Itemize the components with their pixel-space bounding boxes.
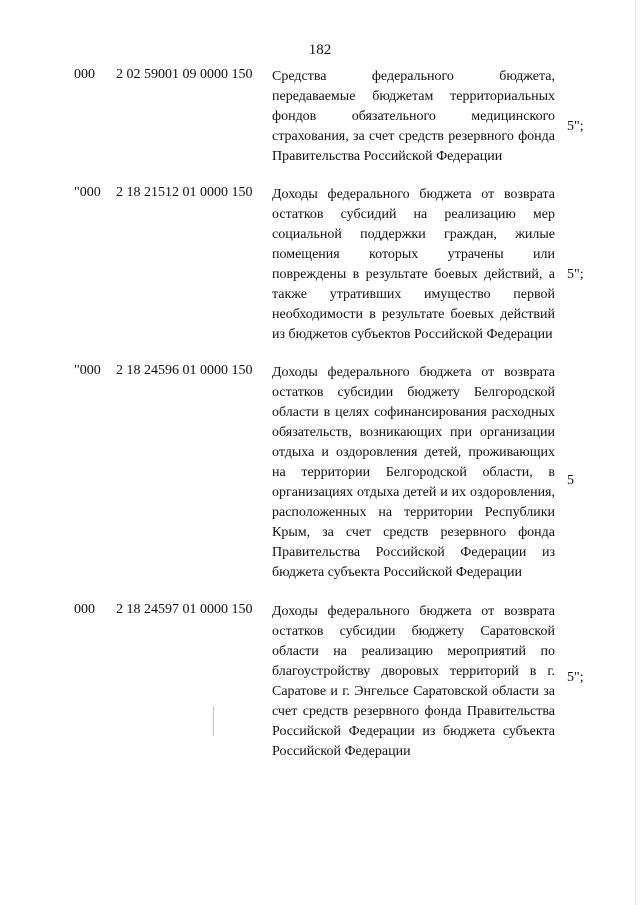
scan-edge: [635, 0, 636, 905]
page-number: 182: [308, 42, 332, 58]
admin-code: 000: [74, 602, 95, 617]
admin-code: "000: [74, 363, 101, 378]
row-description: Доходы федерального бюджета от возврата остатков субсидии бюджету Саратовской области на реализацию мероприятий по благоустройству дворовых территорий в г. Саратове и г. Энгельсе Саратовской области за счет средств резервного фонда Правительства Российской Федерации из бюджета субъекта Российской Федерации: [272, 604, 555, 759]
row-value: 5";: [567, 267, 584, 282]
budget-code: 2 18 24597 01 0000 150: [116, 602, 253, 617]
admin-code: 000: [74, 67, 95, 82]
row-value: 5";: [567, 670, 584, 685]
row-description: Средства федерального бюджета, передаваемые бюджетам территориальных фондов обязательного медицинского страхования, за счет средств резервного фонда Правительства Российской Федерации: [272, 69, 555, 164]
budget-code: 2 02 59001 09 0000 150: [116, 67, 253, 82]
row-value: 5";: [567, 119, 584, 134]
row-description: Доходы федерального бюджета от возврата остатков субсидии бюджету Белгородской области в целях софинансирования расходных обязательств, возникающих при организации отдыха и оздоровления детей, проживающих на территории Белгородской области, в организациях отдыха детей и их оздоровления, расположенных на территории Республики Крым, за счет средств резервного фонда Правительства Российской Федерации из бюджета субъекта Российской Федерации: [272, 365, 555, 580]
budget-code: 2 18 21512 01 0000 150: [116, 185, 253, 200]
admin-code: "000: [74, 185, 101, 200]
scan-artifact: [213, 706, 214, 736]
row-description: Доходы федерального бюджета от возврата остатков субсидий на реализацию мер социальной поддержки граждан, жилые помещения которых утрачены или повреждены в результате боевых действий, а также утративших имущество первой необходимости в результате боевых действий из бюджетов субъектов Российской Федерации: [272, 187, 555, 342]
budget-code: 2 18 24596 01 0000 150: [116, 363, 253, 378]
row-value: 5: [567, 473, 574, 488]
